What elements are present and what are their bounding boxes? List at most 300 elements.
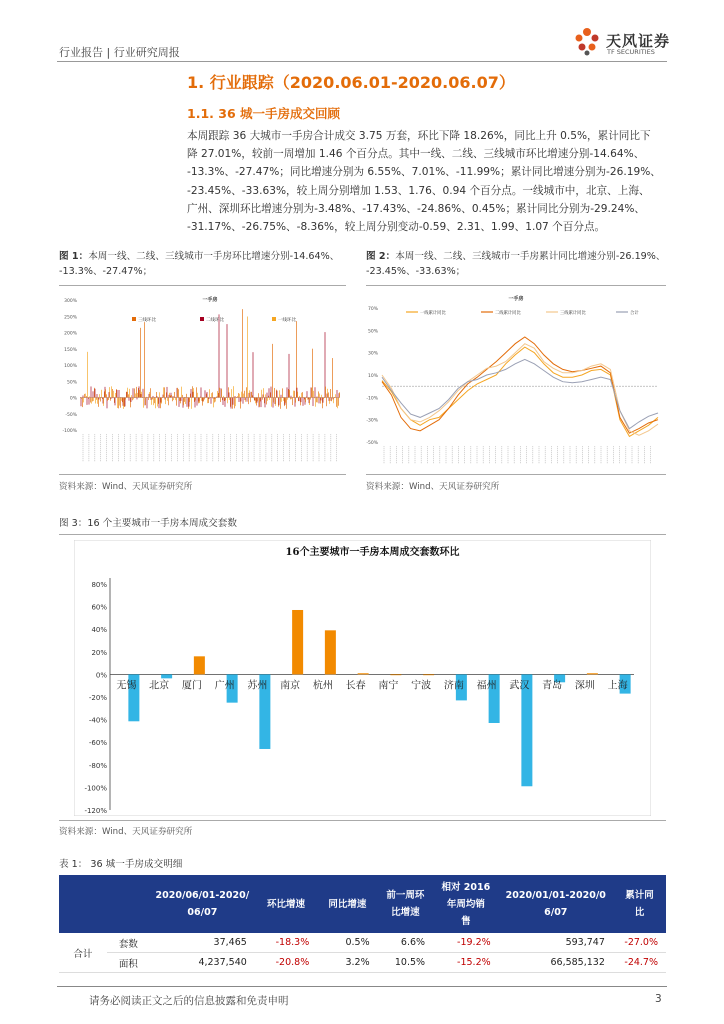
bar-mark xyxy=(219,314,220,397)
bar-mark xyxy=(317,396,318,397)
bar-mark xyxy=(271,398,272,407)
bar-mark xyxy=(139,390,140,397)
y-tick-label: 0% xyxy=(69,396,77,402)
bar-mark xyxy=(91,386,92,397)
bar-mark xyxy=(230,398,231,407)
bar-mark xyxy=(261,398,262,408)
bar-北京 xyxy=(161,674,172,678)
x-tick-label: 上海 xyxy=(607,680,628,692)
bar-mark xyxy=(166,392,167,397)
bar-mark xyxy=(259,398,260,407)
bar-mark xyxy=(97,398,98,404)
paragraph-line: -13.3%、-27.47%；同比增速分别为 6.55%、7.01%、-11.99%；累计同比增速分别为-26.19%、 xyxy=(187,166,661,179)
bar-mark xyxy=(171,395,172,397)
bar-mark xyxy=(285,398,286,403)
bar-mark xyxy=(192,386,193,397)
bar-mark xyxy=(111,398,112,399)
bar-mark xyxy=(157,396,158,397)
bar-mark xyxy=(155,397,156,398)
bar-mark xyxy=(332,358,333,397)
x-tick-label: 无锡 xyxy=(116,680,137,692)
bar-mark xyxy=(321,395,322,398)
chart-title: 16个主要城市一手房本周成交套数环比 xyxy=(285,547,460,558)
bar-mark xyxy=(212,392,213,397)
bar-mark xyxy=(283,397,284,398)
fig2-bottom-rule xyxy=(366,474,666,475)
bar-mark xyxy=(133,398,134,400)
bar-mark xyxy=(274,388,275,398)
bar-mark xyxy=(93,391,94,397)
bar-mark xyxy=(251,392,252,398)
bar-mark xyxy=(198,398,199,404)
bar-mark xyxy=(181,387,182,398)
bar-mark xyxy=(301,398,302,403)
bar-mark xyxy=(278,398,279,407)
bar-mark xyxy=(231,389,232,397)
bar-mark xyxy=(308,398,309,400)
paragraph-line: -31.17%、-26.75%、-8.36%，较上周分别变动-0.59、2.31、1.99、1.07 个百分点。 xyxy=(187,221,606,234)
bar-mark xyxy=(93,398,94,401)
bar-mark xyxy=(229,398,230,400)
bar-mark xyxy=(264,398,265,404)
bar-mark xyxy=(214,398,215,403)
y-tick-label: -50% xyxy=(65,412,77,418)
y-tick-label: -10% xyxy=(366,396,378,402)
x-tick-label: 南京 xyxy=(280,680,301,692)
bar-mark xyxy=(279,398,280,406)
bar-mark xyxy=(223,396,224,398)
legend-swatch xyxy=(272,317,276,321)
bar-mark xyxy=(208,398,209,404)
bar-mark xyxy=(242,309,243,397)
bar-mark xyxy=(277,397,278,398)
bar-mark xyxy=(155,398,156,409)
table-title: 表 1： 36 城一手房成交明细 xyxy=(59,859,183,870)
bar-mark xyxy=(276,390,277,398)
y-tick-label: 0% xyxy=(95,671,107,680)
bar-mark xyxy=(147,398,148,409)
bar-mark xyxy=(169,395,170,398)
bar-mark xyxy=(336,398,337,407)
bar-mark xyxy=(181,398,182,401)
bar-mark xyxy=(232,398,233,409)
bar-mark xyxy=(253,398,254,399)
bar-mark xyxy=(205,397,206,398)
bar-mark xyxy=(279,390,280,397)
fig2-title-line2: -23.45%、-33.63%； xyxy=(366,266,466,277)
bar-mark xyxy=(245,398,246,402)
bar-mark xyxy=(179,398,180,402)
brand-name-en: TF SECURITIES xyxy=(607,48,655,56)
bar-mark xyxy=(141,394,142,397)
x-tick-label: 长春 xyxy=(345,680,366,692)
bar-mark xyxy=(191,398,192,409)
bar-mark xyxy=(313,391,314,398)
table-cell: -15.2% xyxy=(433,953,499,973)
bar-mark xyxy=(305,398,306,405)
table-header-cell: 同比增速 xyxy=(317,875,377,933)
bar-mark xyxy=(121,398,122,401)
bar-mark xyxy=(168,398,169,406)
bar-宁波 xyxy=(423,674,434,675)
bar-mark xyxy=(106,394,107,397)
bar-mark xyxy=(153,396,154,398)
legend-label: 一线累计同比 xyxy=(420,311,446,316)
bar-mark xyxy=(105,389,106,397)
fig2-source: 资料来源：Wind、天风证券研究所 xyxy=(366,482,500,492)
bar-mark xyxy=(296,321,297,397)
bar-mark xyxy=(337,390,338,398)
bar-mark xyxy=(322,398,323,409)
bar-mark xyxy=(123,398,124,406)
y-tick-label: -50% xyxy=(366,441,378,446)
bar-mark xyxy=(295,398,296,403)
bar-mark xyxy=(165,398,166,405)
bar-mark xyxy=(203,398,204,402)
bar-mark xyxy=(285,398,286,405)
bar-mark xyxy=(273,398,274,403)
bar-mark xyxy=(101,398,102,399)
bar-mark xyxy=(91,398,92,404)
table-cell: 66,585,132 xyxy=(499,953,613,973)
legend-label: 一线环比 xyxy=(278,318,296,323)
bar-mark xyxy=(86,396,87,397)
bar-mark xyxy=(194,398,195,402)
bar-mark xyxy=(147,397,148,398)
bar-mark xyxy=(320,398,321,404)
bar-mark xyxy=(150,388,151,397)
section-heading: 1. 行业跟踪（2020.06.01-2020.06.07） xyxy=(187,73,515,92)
bar-mark xyxy=(234,398,235,409)
bar-mark xyxy=(187,398,188,399)
bar-mark xyxy=(188,398,189,409)
bar-mark xyxy=(268,396,269,398)
bar-mark xyxy=(324,398,325,399)
x-tick-label: 厦门 xyxy=(181,680,202,692)
row-label: 面积 xyxy=(107,953,150,973)
y-tick-label: 100% xyxy=(64,364,77,369)
bar-mark xyxy=(311,387,312,397)
bar-mark xyxy=(252,395,253,397)
bar-mark xyxy=(183,398,184,408)
bar-mark xyxy=(112,389,113,397)
bar-mark xyxy=(146,397,147,398)
bar-mark xyxy=(89,396,90,397)
bar-mark xyxy=(125,398,126,400)
bar-mark xyxy=(178,389,179,397)
bar-mark xyxy=(201,398,202,401)
bar-mark xyxy=(118,398,119,409)
bar-mark xyxy=(291,398,292,400)
bar-mark xyxy=(167,398,168,401)
bar-mark xyxy=(185,397,186,398)
bar-mark xyxy=(126,392,127,398)
bar-mark xyxy=(335,397,336,398)
subsection-heading: 1.1. 36 城一手房成交回顾 xyxy=(187,106,340,121)
bar-mark xyxy=(327,394,328,398)
bar-杭州 xyxy=(325,630,336,674)
bar-mark xyxy=(275,398,276,406)
bar-mark xyxy=(113,391,114,398)
bar-mark xyxy=(267,398,268,401)
table-cell: 10.5% xyxy=(378,953,433,973)
bar-mark xyxy=(177,388,178,398)
bar-mark xyxy=(127,392,128,397)
table-header-cell: 2020/06/01-2020/ 06/07 xyxy=(150,875,255,933)
bar-长春 xyxy=(358,673,369,674)
bar-mark xyxy=(266,398,267,405)
bar-mark xyxy=(136,387,137,398)
bar-mark xyxy=(226,397,227,398)
bar-mark xyxy=(135,393,136,397)
bar-mark xyxy=(295,398,296,407)
chart-title: 一手房 xyxy=(202,297,218,303)
bar-mark xyxy=(175,397,176,398)
y-tick-label: -60% xyxy=(88,739,107,748)
bar-mark xyxy=(125,398,126,407)
bar-mark xyxy=(203,398,204,402)
table-cell: -18.3% xyxy=(255,933,317,953)
fig2-chart xyxy=(366,290,664,466)
bar-mark xyxy=(148,398,149,401)
bar-mark xyxy=(184,398,185,402)
bar-mark xyxy=(272,344,273,398)
table-cell: 37,465 xyxy=(150,933,255,953)
bar-mark xyxy=(130,398,131,408)
bar-mark xyxy=(81,398,82,399)
bar-mark xyxy=(107,398,108,409)
bar-mark xyxy=(339,393,340,397)
bar-mark xyxy=(260,398,261,402)
bar-mark xyxy=(284,398,285,407)
bar-mark xyxy=(338,398,339,406)
bar-mark xyxy=(103,398,104,406)
fig1-title xyxy=(59,249,349,279)
bar-mark xyxy=(108,398,109,400)
y-tick-label: 50% xyxy=(367,329,378,335)
bar-mark xyxy=(287,387,288,397)
bar-mark xyxy=(286,398,287,409)
bar-mark xyxy=(318,391,319,397)
legend-label: 二线累计同比 xyxy=(495,311,521,316)
bar-厦门 xyxy=(194,656,205,674)
bar-mark xyxy=(170,396,171,398)
bar-mark xyxy=(185,398,186,404)
fig1-number: 图 1： xyxy=(59,251,89,262)
bar-mark xyxy=(303,398,304,406)
bar-mark xyxy=(133,388,134,397)
bar-mark xyxy=(213,398,214,408)
bar-mark xyxy=(240,398,241,409)
table-row xyxy=(59,933,666,953)
bar-mark xyxy=(243,394,244,398)
bar-mark xyxy=(315,398,316,407)
fig1-top-rule xyxy=(59,285,346,286)
bar-mark xyxy=(149,394,150,398)
y-tick-label: 250% xyxy=(64,315,77,321)
bar-mark xyxy=(156,392,157,397)
bar-mark xyxy=(299,398,300,402)
bar-mark xyxy=(247,398,248,402)
bar-mark xyxy=(231,398,232,409)
bar-mark xyxy=(219,388,220,398)
bar-mark xyxy=(143,398,144,408)
bar-mark xyxy=(300,398,301,406)
bar-mark xyxy=(92,398,93,402)
bar-mark xyxy=(317,398,318,403)
bar-mark xyxy=(121,398,122,399)
page-number: 3 xyxy=(655,993,662,1005)
bar-mark xyxy=(244,391,245,398)
bar-mark xyxy=(262,398,263,400)
fig3-title: 图 3：16 个主要城市一手房本周成交套数 xyxy=(59,518,237,529)
bar-mark xyxy=(153,398,154,406)
bar-mark xyxy=(255,398,256,401)
bar-mark xyxy=(269,398,270,400)
bar-mark xyxy=(257,398,258,403)
bar-mark xyxy=(251,392,252,398)
bar-mark xyxy=(294,391,295,398)
legend-label: 三线累计同比 xyxy=(560,311,586,316)
bar-mark xyxy=(223,398,224,406)
bar-mark xyxy=(265,394,266,397)
bar-mark xyxy=(275,398,276,405)
bar-mark xyxy=(298,398,299,402)
bar-mark xyxy=(124,398,125,407)
bar-mark xyxy=(323,398,324,403)
x-tick-label: 福州 xyxy=(476,680,497,692)
bar-mark xyxy=(183,398,184,406)
x-tick-label: 青岛 xyxy=(542,680,563,692)
bar-mark xyxy=(172,398,173,402)
series-line xyxy=(382,359,658,428)
bar-mark xyxy=(167,387,168,398)
bar-mark xyxy=(315,387,316,397)
bar-mark xyxy=(107,398,108,401)
y-tick-label: 40% xyxy=(91,626,107,635)
bar-mark xyxy=(87,352,88,398)
x-tick-label: 济南 xyxy=(443,680,464,692)
bar-mark xyxy=(330,389,331,398)
bar-mark xyxy=(104,391,105,397)
bar-mark xyxy=(288,389,289,398)
bar-mark xyxy=(111,386,112,397)
table-header-cell: 前一周环 比增速 xyxy=(378,875,433,933)
bar-mark xyxy=(202,398,203,406)
bar-mark xyxy=(82,398,83,408)
bar-mark xyxy=(325,387,326,398)
fig1-title-line2: -13.3%、-27.47%； xyxy=(59,266,153,277)
bar-mark xyxy=(99,398,100,400)
bar-mark xyxy=(103,398,104,404)
bar-mark xyxy=(95,398,96,404)
bar-mark xyxy=(283,398,284,401)
bar-mark xyxy=(88,398,89,399)
bar-mark xyxy=(100,398,101,402)
bar-mark xyxy=(277,391,278,398)
y-tick-label: 50% xyxy=(66,380,77,386)
bar-mark xyxy=(165,398,166,400)
bar-mark xyxy=(269,388,270,397)
bar-mark xyxy=(102,398,103,399)
bar-mark xyxy=(209,389,210,397)
bar-mark xyxy=(154,398,155,404)
bar-mark xyxy=(179,398,180,407)
bar-mark xyxy=(131,395,132,397)
bar-mark xyxy=(241,398,242,402)
bar-mark xyxy=(206,394,207,398)
bar-mark xyxy=(197,398,198,406)
fig3-chart xyxy=(74,540,651,816)
bar-mark xyxy=(259,398,260,408)
paragraph-line: 降 27.01%，较前一周增加 1.46 个百分点。其中一线、二线、三线城市环比增速分别-14.64%、 xyxy=(187,148,645,161)
table-cell: 4,237,540 xyxy=(150,953,255,973)
bar-mark xyxy=(248,398,249,405)
bar-mark xyxy=(190,394,191,398)
bar-mark xyxy=(182,395,183,398)
bar-mark xyxy=(173,398,174,400)
bar-mark xyxy=(225,398,226,407)
bar-mark xyxy=(319,398,320,404)
bar-mark xyxy=(195,398,196,408)
bar-mark xyxy=(140,328,141,398)
series-line xyxy=(382,347,658,436)
bar-mark xyxy=(189,398,190,402)
series-line xyxy=(382,344,658,436)
bar-mark xyxy=(180,398,181,404)
y-tick-label: -100% xyxy=(84,784,107,793)
bar-mark xyxy=(122,398,123,403)
bar-mark xyxy=(270,392,271,397)
bar-mark xyxy=(99,394,100,397)
bar-mark xyxy=(331,398,332,402)
bar-mark xyxy=(225,398,226,401)
bar-mark xyxy=(207,392,208,397)
y-tick-label: -80% xyxy=(88,761,107,770)
bar-mark xyxy=(175,398,176,401)
y-tick-label: -120% xyxy=(84,807,107,815)
fig1-source: 资料来源：Wind、天风证券研究所 xyxy=(59,482,193,492)
bar-mark xyxy=(151,398,152,405)
bar-mark xyxy=(237,398,238,399)
legend-swatch xyxy=(200,317,204,321)
bar-mark xyxy=(81,398,82,407)
bar-mark xyxy=(186,394,187,398)
footer-divider xyxy=(57,986,667,987)
bar-mark xyxy=(145,398,146,406)
bar-mark xyxy=(95,389,96,398)
bar-mark xyxy=(289,354,290,398)
bar-mark xyxy=(211,398,212,404)
table-cell: -19.2% xyxy=(433,933,499,953)
bar-mark xyxy=(271,387,272,398)
bar-mark xyxy=(337,398,338,409)
bar-mark xyxy=(161,398,162,404)
bar-mark xyxy=(187,398,188,407)
bar-mark xyxy=(249,393,250,398)
bar-mark xyxy=(163,387,164,397)
bar-南京 xyxy=(292,610,303,674)
table-cell: 6.6% xyxy=(378,933,433,953)
bar-mark xyxy=(218,393,219,398)
bar-mark xyxy=(199,398,200,402)
row-group-label: 合计 xyxy=(59,933,107,973)
bar-mark xyxy=(293,397,294,398)
fig3-bottom-rule xyxy=(59,820,666,821)
bar-mark xyxy=(221,388,222,397)
bar-mark xyxy=(173,396,174,398)
bar-mark xyxy=(129,398,130,401)
